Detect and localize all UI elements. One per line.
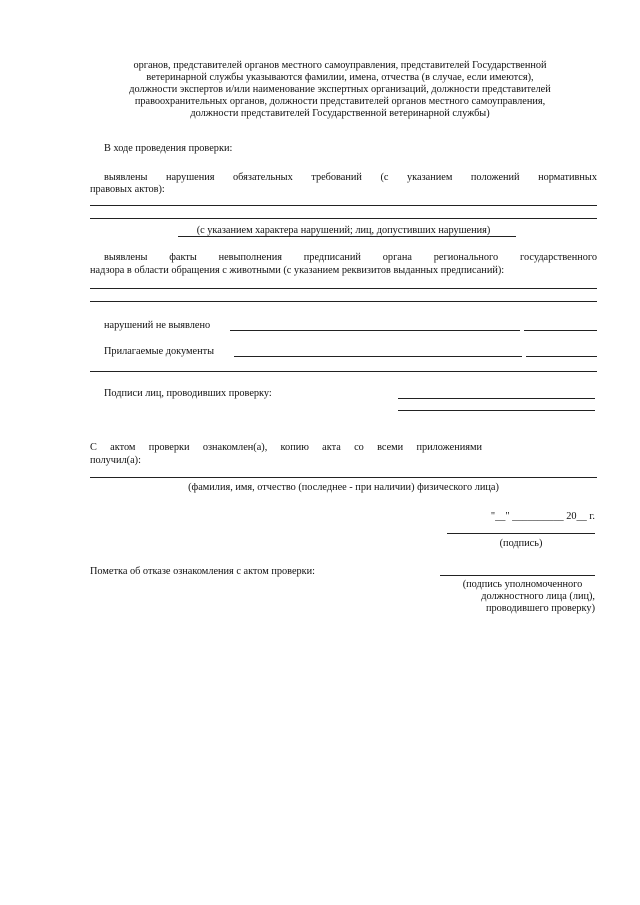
- intro-text: [80, 60, 600, 120]
- violations-caption: (с указанием характера нарушений; лиц, допустивших нарушения): [196, 225, 491, 236]
- intro-line: должности представителей Государственной ветеринарной службы): [190, 108, 490, 119]
- signatures-label: Подписи лиц, проводивших проверку:: [104, 388, 272, 399]
- refusal-caption-line: (подпись уполномоченного: [462, 579, 583, 590]
- violations-caption-underline: [178, 236, 516, 237]
- refusal-label: Пометка об отказе ознакомления с актом проверки:: [90, 566, 316, 577]
- signature-caption: (подпись): [499, 538, 543, 549]
- attached-docs-fill-line-right[interactable]: [526, 356, 597, 357]
- attached-docs-fill-line[interactable]: [234, 356, 522, 357]
- attached-docs-fill-line-2[interactable]: [90, 371, 597, 372]
- no-violations-fill-line[interactable]: [230, 330, 520, 331]
- intro-line: ветеринарной службы указываются фамилии, имена, отчества (в случае, если имеются),: [146, 72, 534, 83]
- attached-docs-label: Прилагаемые документы: [104, 346, 215, 357]
- acknowledged-caption: (фамилия, имя, отчество (последнее - при наличии) физического лица): [188, 482, 499, 493]
- signature-line-1[interactable]: [398, 398, 595, 399]
- no-violations-fill-line-right[interactable]: [524, 330, 597, 331]
- refusal-caption-line: проводившего проверку): [485, 603, 595, 614]
- date-line[interactable]: "__" __________ 20__ г.: [490, 511, 595, 522]
- acknowledged-fill-line[interactable]: [90, 477, 597, 478]
- acknowledged-line1: С актом проверки ознакомлен(а), копию акта со всеми приложениями: [90, 442, 482, 453]
- noncompliance-line2: надзора в области обращения с животными (с указанием реквизитов выданных предписаний):: [90, 265, 505, 276]
- noncompliance-line1: выявлены факты невыполнения предписаний органа регионального государственного: [104, 252, 597, 263]
- violations-line1: выявлены нарушения обязательных требований (с указанием положений нормативных: [104, 172, 597, 183]
- violations-fill-line-2[interactable]: [90, 218, 597, 219]
- signature-fill-line[interactable]: [447, 533, 595, 534]
- noncompliance-fill-line-1[interactable]: [90, 288, 597, 289]
- violations-line2: правовых актов):: [90, 184, 165, 195]
- during-check-heading: В ходе проведения проверки:: [104, 143, 233, 154]
- refusal-caption-line: должностного лица (лиц),: [481, 591, 595, 602]
- intro-line: органов, представителей органов местного самоуправления, представителей Государственной: [133, 60, 547, 71]
- no-violations-label: нарушений не выявлено: [104, 320, 211, 331]
- intro-line: должности экспертов и/или наименование экспертных организаций, должности представителей: [129, 84, 551, 95]
- refusal-caption: [440, 579, 595, 615]
- acknowledged-line2: получил(а):: [90, 455, 141, 466]
- noncompliance-fill-line-2[interactable]: [90, 301, 597, 302]
- violations-fill-line-1[interactable]: [90, 205, 597, 206]
- refusal-fill-line[interactable]: [440, 575, 595, 576]
- signature-line-2[interactable]: [398, 410, 595, 411]
- intro-line: правоохранительных органов, должности представителей органов местного самоуправления,: [134, 96, 546, 107]
